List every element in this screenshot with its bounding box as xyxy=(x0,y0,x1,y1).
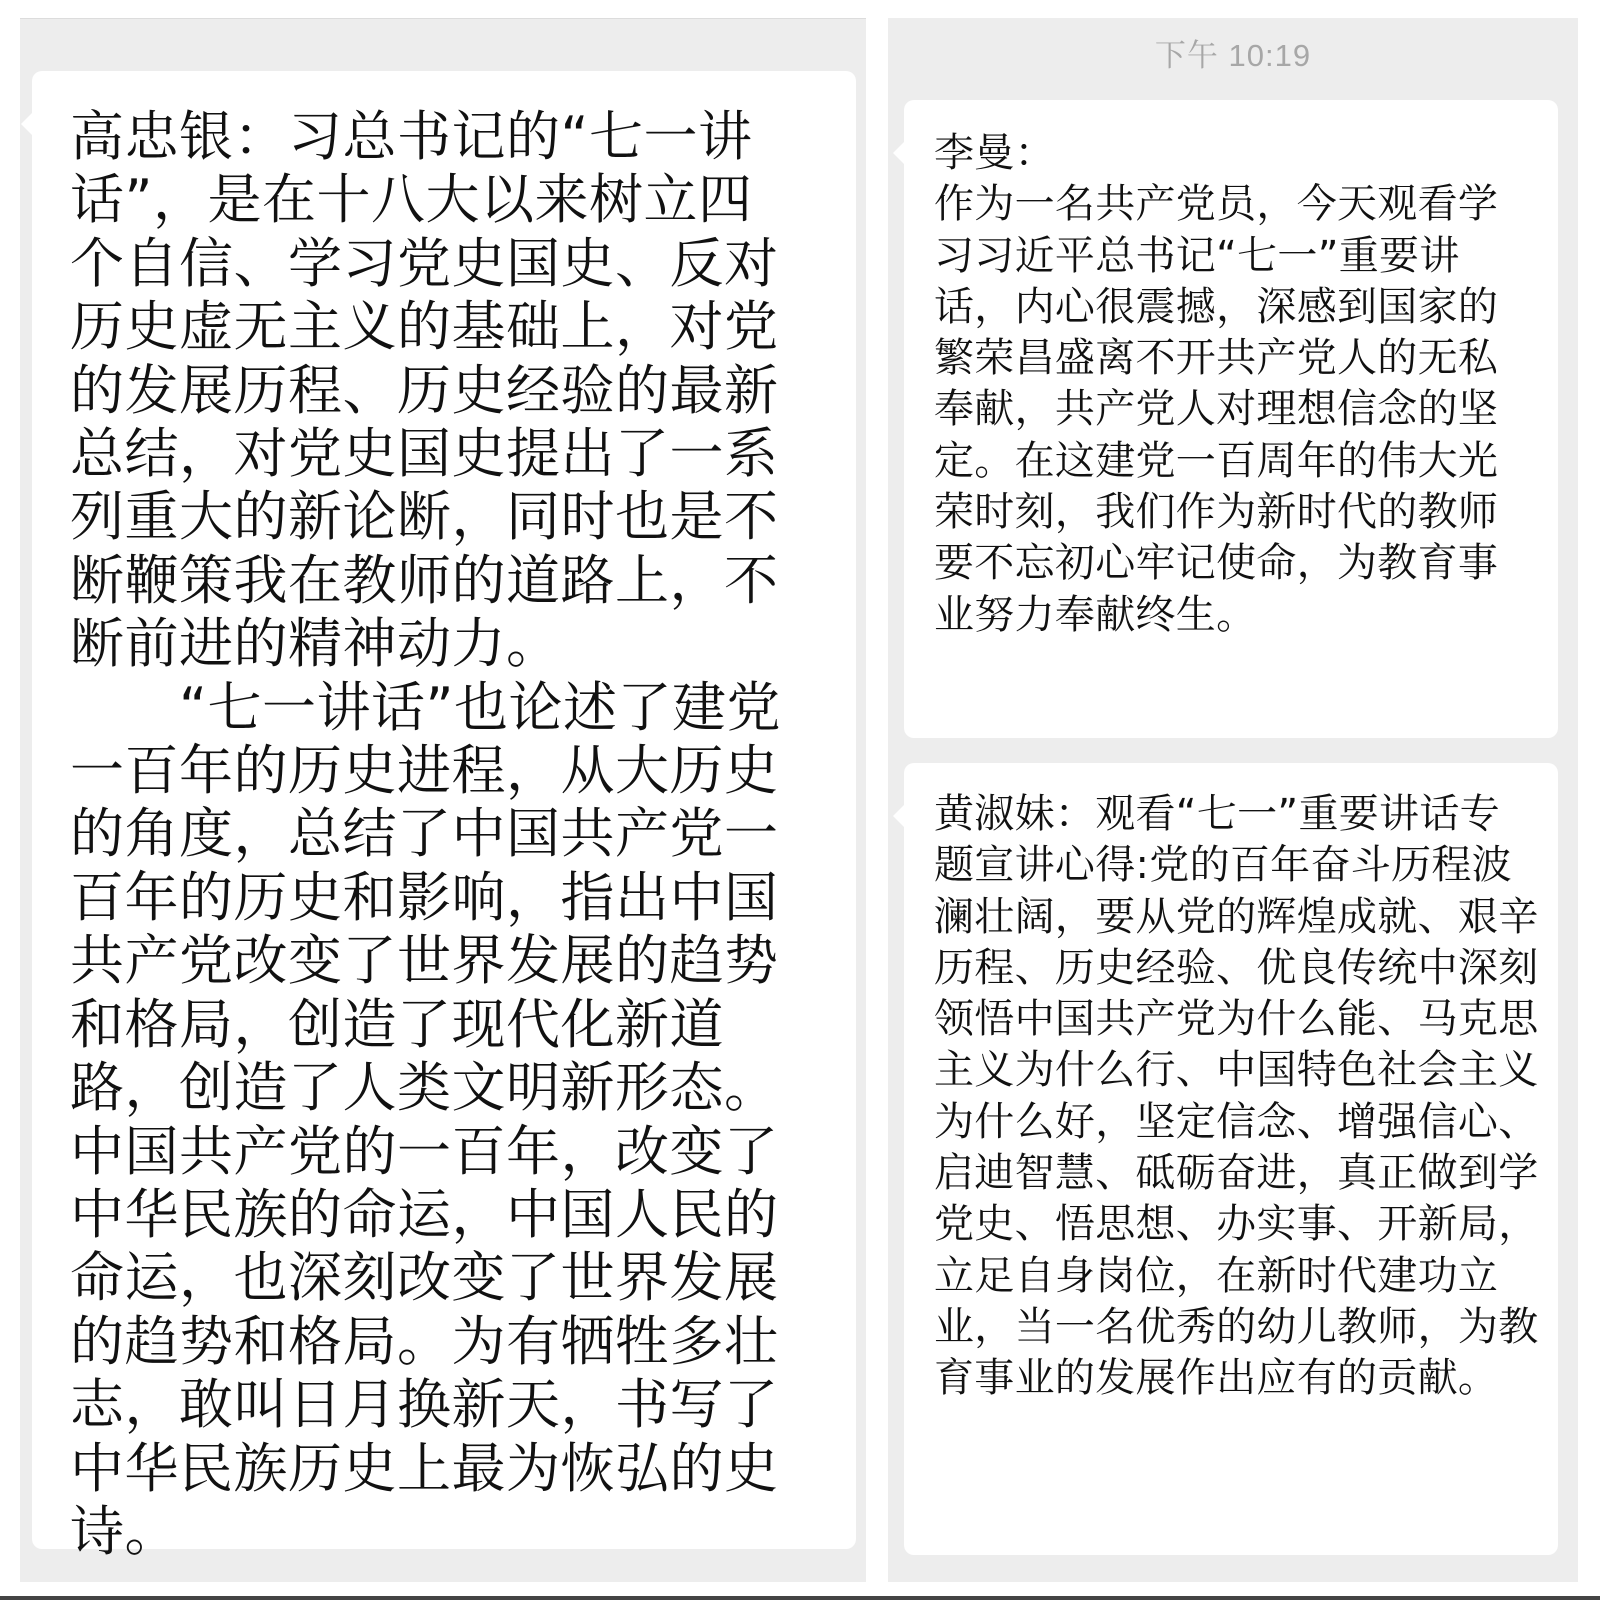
message-timestamp: 下午 10:19 xyxy=(1154,38,1312,73)
message-text: 高忠银：习总书记的“七一讲话”，是在十八大以来树立四个自信、学习党史国史、反对历史虚无主义的基础上，对党的发展历程、历史经验的最新总结，对党史国史提出了一系列重大的新论断，同时也是不断鞭策我在教师的道路上，不断前进的精神动力。 “七一讲话”也论述了建党一百年的历史进程，从大历史的角度，总结了中国共产党一百年的历史和影响，指出中国共产党改变了世界发展的趋势和格局，创造了现代化新道路，创造了人类文明新形态。中国共产党的一百年，改变了中华民族的命运，中国人民的命运，也深刻改变了世界发展的趋势和格局。为有牺牲多壮志，敢叫日月换新天，书写了中华民族历史上最为恢弘的史诗。 xyxy=(70,105,781,1563)
left-chat-panel xyxy=(20,18,866,1582)
message-bubble-huang-shumei[interactable] xyxy=(904,763,1558,1555)
message-bubble-gao-zhongyin[interactable] xyxy=(32,71,856,1563)
right-chat-panel xyxy=(888,18,1578,1582)
message-text: 黄淑妹：观看“七一”重要讲话专题宣讲心得:党的百年奋斗历程波澜壮阔，要从党的辉煌成就、艰辛历程、历史经验、优良传统中深刻领悟中国共产党为什么能、马克思主义为什么行、中国特色社会主义为什么好，坚定信念、增强信心、启迪智慧、砥砺奋进，真正做到学党史、悟思想、办实事、开新局，立足自身岗位，在新时代建功立业，当一名优秀的幼儿教师，为教育事业的发展作出应有的贡献。 xyxy=(934,791,1539,1402)
message-text: 李曼： 作为一名共产党员，今天观看学习习近平总书记“七一”重要讲话，内心很震撼，深感到国家的繁荣昌盛离不开共产党人的无私奉献，共产党人对理想信念的坚定。在这建党一百周年的伟大光荣时刻，我们作为新时代的教师要不忘初心牢记使命，为教育事业努力奉献终生。 xyxy=(934,130,1499,638)
bottom-divider xyxy=(0,1596,1600,1600)
message-bubble-li-man[interactable] xyxy=(904,100,1558,738)
